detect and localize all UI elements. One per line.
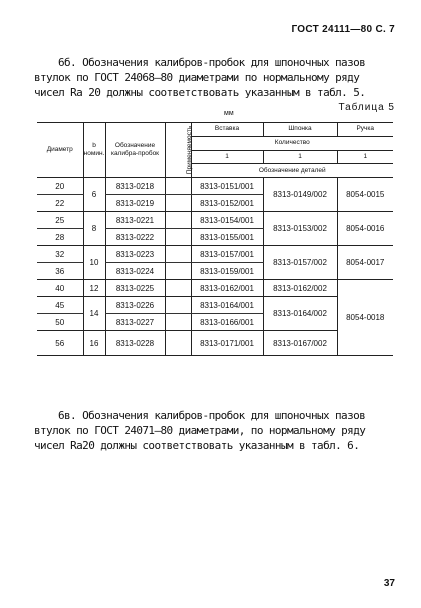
cell-application <box>165 229 191 246</box>
cell-code: 8313-0222 <box>105 229 165 246</box>
cell-application <box>165 263 191 280</box>
cell-vstavka: 8313-0162/001 <box>191 280 263 297</box>
table-caption: Таблица 5 <box>338 102 395 113</box>
header-quantity: Количество <box>191 136 393 150</box>
cell-application <box>165 280 191 297</box>
page-header: ГОСТ 24111—80 С. 7 <box>291 24 395 35</box>
cell-code: 8313-0218 <box>105 178 165 195</box>
cell-shponka: 8313-0157/002 <box>263 246 337 280</box>
cell-application <box>165 314 191 331</box>
header-diameter: Диаметр <box>37 123 83 178</box>
cell-code: 8313-0228 <box>105 331 165 356</box>
header-q2: 1 <box>263 150 337 164</box>
cell-ruchka: 8054-0015 <box>337 178 393 212</box>
header-application <box>165 123 191 178</box>
cell-vstavka: 8313-0164/001 <box>191 297 263 314</box>
table-row <box>37 280 393 297</box>
cell-code: 8313-0224 <box>105 263 165 280</box>
page-number: 37 <box>383 578 395 589</box>
header-q3: 1 <box>337 150 393 164</box>
header-shponka: Шпонка <box>263 123 337 137</box>
table-row <box>37 178 393 195</box>
cell-application <box>165 178 191 195</box>
header-ruchka: Ручка <box>337 123 393 137</box>
cell-application <box>165 212 191 229</box>
cell-code: 8313-0219 <box>105 195 165 212</box>
cell-shponka: 8313-0164/002 <box>263 297 337 331</box>
cell-b: 12 <box>83 280 105 297</box>
cell-application <box>165 195 191 212</box>
cell-code: 8313-0221 <box>105 212 165 229</box>
cell-shponka: 8313-0167/002 <box>263 331 337 356</box>
cell-diameter: 40 <box>55 283 65 293</box>
cell-vstavka: 8313-0166/001 <box>191 314 263 331</box>
cell-vstavka: 8313-0159/001 <box>191 263 263 280</box>
paragraph-6b-text: 6б. Обозначения калибров-пробок для шпоночных пазов втулок по ГОСТ 24068—80 диаметрами по нормальному ряду чисел Ra 20 должны соответствовать указанным в табл. 5. <box>34 56 366 99</box>
cell-vstavka: 8313-0152/001 <box>191 195 263 212</box>
cell-code: 8313-0226 <box>105 297 165 314</box>
cell-diameter: 50 <box>55 317 65 327</box>
paragraph-6v-text: 6в. Обозначения калибров-пробок для шпоночных пазов втулок по ГОСТ 24071—80 диаметрами, по нормальному ряду чисел Ra20 должны соответствовать указанным в табл. 6. <box>34 409 366 452</box>
cell-b: 8 <box>83 212 105 246</box>
cell-diameter: 56 <box>55 338 65 348</box>
cell-diameter: 36 <box>55 266 65 276</box>
table-row <box>37 212 393 229</box>
cell-vstavka: 8313-0171/001 <box>191 331 263 356</box>
cell-diameter: 45 <box>37 297 83 314</box>
cell-shponka: 8313-0153/002 <box>263 212 337 246</box>
paragraph-6b <box>34 55 392 100</box>
cell-application <box>165 297 191 314</box>
unit-label: мм <box>224 110 234 117</box>
cell-diameter: 32 <box>37 246 83 263</box>
cell-diameter: 25 <box>37 212 83 229</box>
cell-ruchka: 8054-0018 <box>337 280 393 356</box>
header-b: b номин. <box>83 123 105 178</box>
header-parts: Обозначение деталей <box>191 164 393 178</box>
cell-diameter: 22 <box>55 198 65 208</box>
header-vstavka: Вставка <box>191 123 263 137</box>
cell-application <box>165 246 191 263</box>
cell-b: 16 <box>83 331 105 356</box>
cell-diameter: 20 <box>37 178 83 195</box>
cell-diameter: 28 <box>55 232 65 242</box>
table-row <box>37 246 393 263</box>
header-q1: 1 <box>191 150 263 164</box>
cell-vstavka: 8313-0157/001 <box>191 246 263 263</box>
cell-vstavka: 8313-0154/001 <box>191 212 263 229</box>
cell-b: 14 <box>83 297 105 331</box>
cell-b: 6 <box>83 178 105 212</box>
cell-application <box>165 331 191 356</box>
cell-b: 10 <box>83 246 105 280</box>
cell-code: 8313-0227 <box>105 314 165 331</box>
cell-vstavka: 8313-0155/001 <box>191 229 263 246</box>
cell-code: 8313-0225 <box>105 280 165 297</box>
cell-ruchka: 8054-0016 <box>337 212 393 246</box>
header-application-text: Применяемость <box>185 125 193 175</box>
cell-ruchka: 8054-0017 <box>337 246 393 280</box>
table-5 <box>37 122 393 356</box>
cell-shponka: 8313-0162/002 <box>263 280 337 297</box>
paragraph-6v <box>34 408 392 453</box>
cell-vstavka: 8313-0151/001 <box>191 178 263 195</box>
header-designation: Обозначение калибра-пробок <box>105 123 165 178</box>
cell-code: 8313-0223 <box>105 246 165 263</box>
cell-shponka: 8313-0149/002 <box>263 178 337 212</box>
